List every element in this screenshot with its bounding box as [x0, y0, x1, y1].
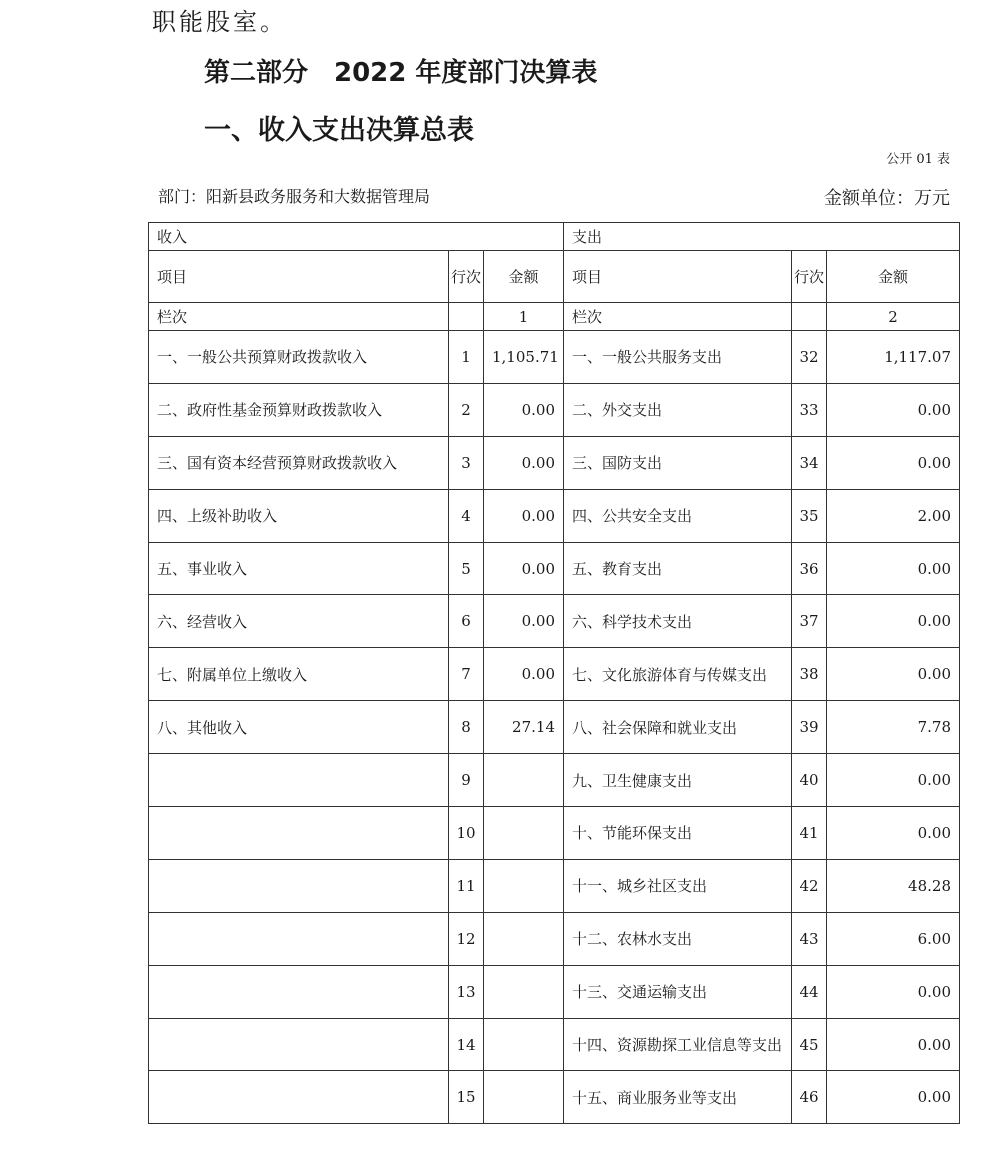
expense-line-no: 43: [792, 912, 827, 965]
expense-line-no: 37: [792, 595, 827, 648]
income-line-no: 2: [449, 383, 484, 436]
expense-item: 七、文化旅游体育与传媒支出: [564, 648, 792, 701]
expense-item: 四、公共安全支出: [564, 489, 792, 542]
table-row: [149, 648, 960, 701]
income-amount: 0.00: [484, 648, 564, 701]
expense-item: 六、科学技术支出: [564, 595, 792, 648]
expense-amount: 48.28: [827, 859, 960, 912]
income-amount: [484, 807, 564, 860]
table-row: [149, 489, 960, 542]
table-row: [149, 912, 960, 965]
income-item: [149, 965, 449, 1018]
table-row: [149, 436, 960, 489]
expense-item: 十三、交通运输支出: [564, 965, 792, 1018]
expense-item: 一、一般公共服务支出: [564, 331, 792, 384]
income-item: 五、事业收入: [149, 542, 449, 595]
expense-item: 三、国防支出: [564, 436, 792, 489]
table-id: 公开 01 表: [886, 152, 950, 167]
income-line-no: 14: [449, 1018, 484, 1071]
expense-amount: 7.78: [827, 701, 960, 754]
expense-line-no: 33: [792, 383, 827, 436]
expense-item: 九、卫生健康支出: [564, 754, 792, 807]
income-line-no: 9: [449, 754, 484, 807]
expense-line-no: 38: [792, 648, 827, 701]
income-line-no: 10: [449, 807, 484, 860]
expense-amount: 0.00: [827, 436, 960, 489]
table-row: [149, 701, 960, 754]
income-line-no: 1: [449, 331, 484, 384]
expense-amount: 0.00: [827, 648, 960, 701]
part-title: 第二部分 2022 年度部门决算表: [204, 58, 598, 88]
income-col-index-label: 栏次: [149, 303, 449, 331]
table-row: [149, 1018, 960, 1071]
expense-line-no: 34: [792, 436, 827, 489]
expense-item: 十一、城乡社区支出: [564, 859, 792, 912]
income-item: [149, 1071, 449, 1124]
table-row: [149, 859, 960, 912]
income-amount: 0.00: [484, 595, 564, 648]
income-line-no: 8: [449, 701, 484, 754]
expense-line-header: 行次: [792, 251, 827, 303]
income-line-no: 15: [449, 1071, 484, 1124]
income-amount: 0.00: [484, 436, 564, 489]
income-amount: [484, 754, 564, 807]
expense-amount: 0.00: [827, 754, 960, 807]
department-label: 部门：阳新县政务服务和大数据管理局: [158, 187, 431, 206]
income-line-no: 11: [449, 859, 484, 912]
expense-item: 八、社会保障和就业支出: [564, 701, 792, 754]
income-col-index-empty: [449, 303, 484, 331]
expense-amount: 0.00: [827, 1071, 960, 1124]
expense-amount: 0.00: [827, 807, 960, 860]
expense-item: 十四、资源勘探工业信息等支出: [564, 1018, 792, 1071]
income-item: 二、政府性基金预算财政拨款收入: [149, 383, 449, 436]
table-row: [149, 542, 960, 595]
income-item: 四、上级补助收入: [149, 489, 449, 542]
expense-line-no: 36: [792, 542, 827, 595]
income-expense-table: [148, 222, 960, 1124]
expense-amount: 0.00: [827, 965, 960, 1018]
income-item: [149, 912, 449, 965]
expense-line-no: 32: [792, 331, 827, 384]
income-item: [149, 807, 449, 860]
table-row: [149, 383, 960, 436]
income-item: 一、一般公共预算财政拨款收入: [149, 331, 449, 384]
expense-item: 十二、农林水支出: [564, 912, 792, 965]
expense-line-no: 44: [792, 965, 827, 1018]
expense-line-no: 40: [792, 754, 827, 807]
income-line-no: 5: [449, 542, 484, 595]
income-item: 六、经营收入: [149, 595, 449, 648]
expense-line-no: 39: [792, 701, 827, 754]
table-row: [149, 1071, 960, 1124]
income-amount: 1,105.71: [484, 331, 564, 384]
income-item-header: 项目: [149, 251, 449, 303]
income-amount: 0.00: [484, 383, 564, 436]
income-item: [149, 859, 449, 912]
expense-amount: 0.00: [827, 1018, 960, 1071]
expense-item: 十、节能环保支出: [564, 807, 792, 860]
table-row: [149, 807, 960, 860]
income-amount: [484, 1071, 564, 1124]
income-line-no: 4: [449, 489, 484, 542]
expense-item: 十五、商业服务业等支出: [564, 1071, 792, 1124]
table-row: [149, 965, 960, 1018]
income-line-no: 6: [449, 595, 484, 648]
table-row: [149, 754, 960, 807]
income-line-header: 行次: [449, 251, 484, 303]
expense-amount: 0.00: [827, 595, 960, 648]
income-amount: 27.14: [484, 701, 564, 754]
income-amount: [484, 912, 564, 965]
expense-amount: 1,117.07: [827, 331, 960, 384]
income-item: [149, 754, 449, 807]
table-row: [149, 595, 960, 648]
intro-line: 职能股室。: [152, 8, 287, 36]
amount-unit: 金额单位：万元: [824, 188, 950, 209]
income-amount: [484, 965, 564, 1018]
expense-line-no: 45: [792, 1018, 827, 1071]
income-header: 收入: [149, 223, 564, 251]
expense-amount: 2.00: [827, 489, 960, 542]
expense-amount: 0.00: [827, 383, 960, 436]
income-amount: 0.00: [484, 489, 564, 542]
expense-amount-header: 金额: [827, 251, 960, 303]
income-line-no: 13: [449, 965, 484, 1018]
header-row-sections: [149, 223, 960, 251]
expense-item: 五、教育支出: [564, 542, 792, 595]
income-amount: [484, 859, 564, 912]
income-line-no: 12: [449, 912, 484, 965]
expense-header: 支出: [564, 223, 960, 251]
expense-line-no: 42: [792, 859, 827, 912]
income-item: 八、其他收入: [149, 701, 449, 754]
income-item: 七、附属单位上缴收入: [149, 648, 449, 701]
income-item: 三、国有资本经营预算财政拨款收入: [149, 436, 449, 489]
expense-line-no: 41: [792, 807, 827, 860]
income-amount: [484, 1018, 564, 1071]
income-item: [149, 1018, 449, 1071]
section-title: 一、收入支出决算总表: [204, 115, 474, 146]
expense-item-header: 项目: [564, 251, 792, 303]
table-row: [149, 331, 960, 384]
expense-col-index-empty: [792, 303, 827, 331]
income-col-index: 1: [484, 303, 564, 331]
income-amount: 0.00: [484, 542, 564, 595]
expense-line-no: 46: [792, 1071, 827, 1124]
expense-line-no: 35: [792, 489, 827, 542]
income-amount-header: 金额: [484, 251, 564, 303]
expense-item: 二、外交支出: [564, 383, 792, 436]
income-line-no: 7: [449, 648, 484, 701]
header-row-columns: [149, 251, 960, 303]
expense-col-index: 2: [827, 303, 960, 331]
expense-col-index-label: 栏次: [564, 303, 792, 331]
header-row-column-index: [149, 303, 960, 331]
expense-amount: 0.00: [827, 542, 960, 595]
income-line-no: 3: [449, 436, 484, 489]
expense-amount: 6.00: [827, 912, 960, 965]
